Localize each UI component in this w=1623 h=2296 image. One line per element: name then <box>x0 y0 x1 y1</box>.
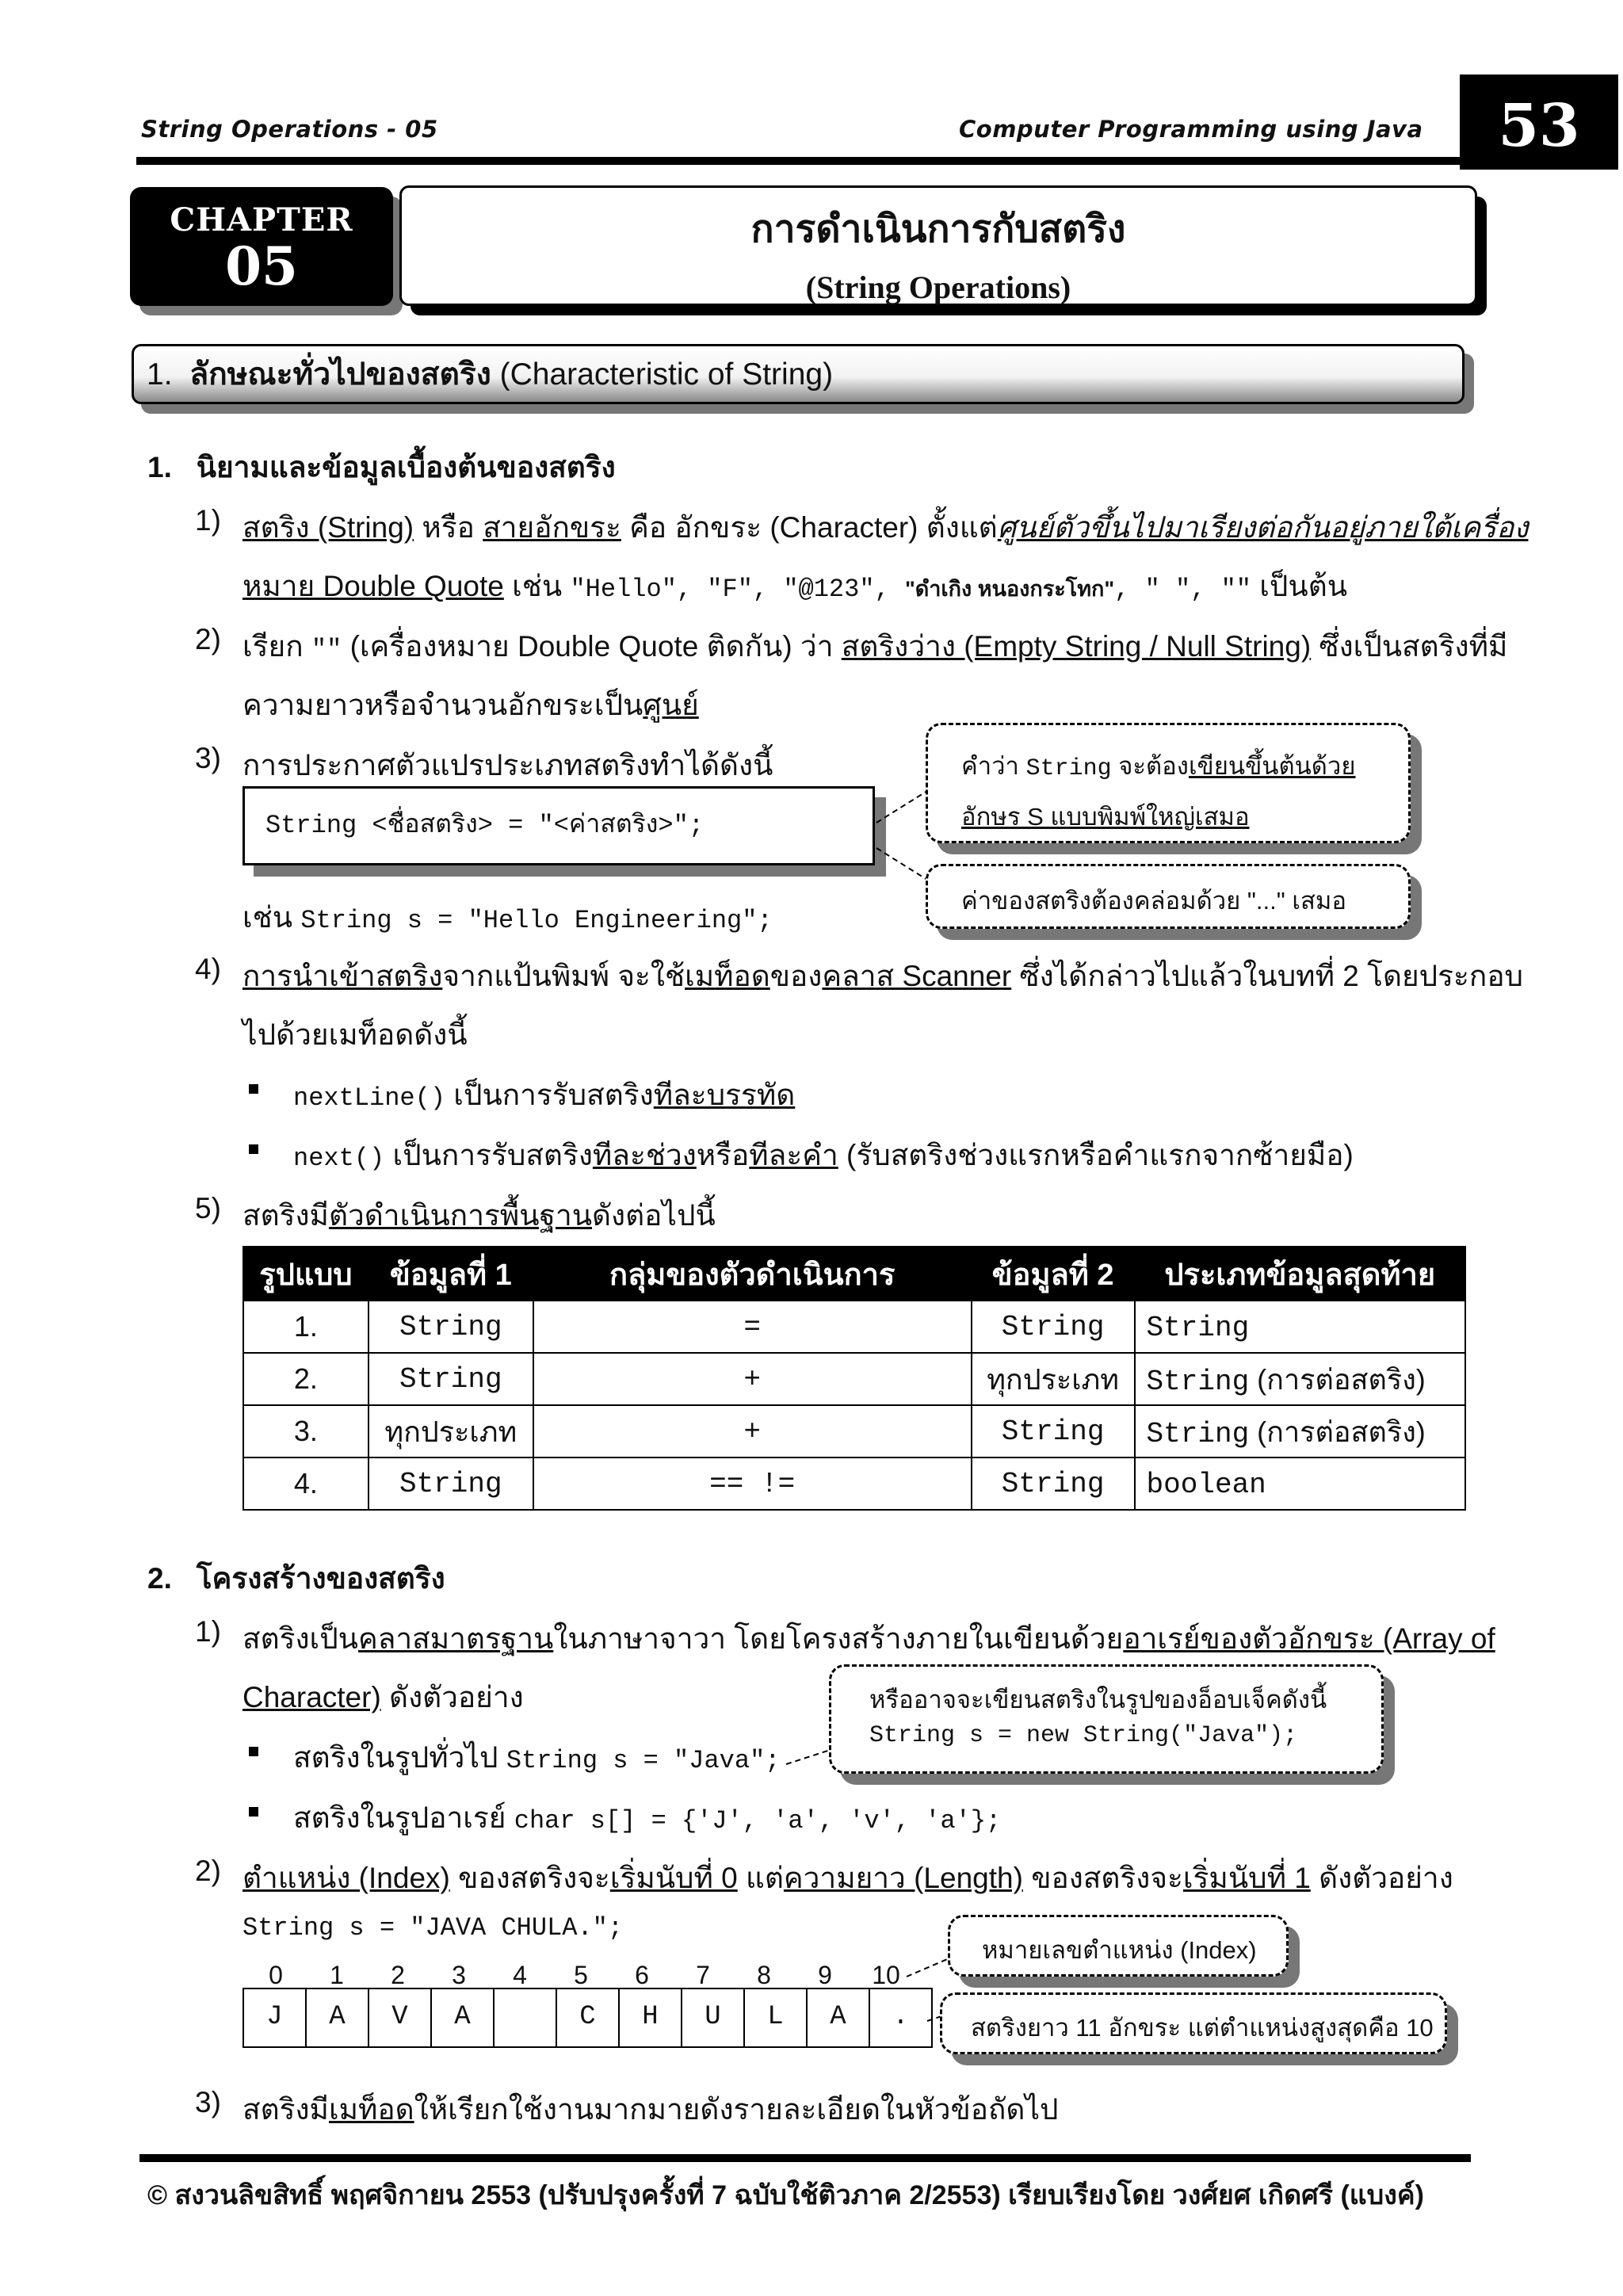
term-basic-operators: ตัวดำเนินการพื้นฐาน <box>328 1199 593 1232</box>
string-cell: V <box>369 1989 432 2046</box>
index-number: 7 <box>696 1961 710 1989</box>
chapter-title-english: (String Operations) <box>805 269 1071 305</box>
text: ดังตัวอย่าง <box>1310 1862 1453 1894</box>
table-cell: = <box>533 1301 972 1353</box>
chapter-title-box <box>399 185 1477 306</box>
text: สตริงในรูปทั่วไป <box>293 1741 506 1774</box>
item-number: 3) <box>195 2086 221 2118</box>
term-start-one: เริ่มนับที่ 1 <box>1182 1862 1311 1894</box>
table-cell: 3. <box>243 1405 369 1457</box>
callout-underline: เขียนขึ้นต้นด้วย <box>1188 752 1356 780</box>
string-cell: U <box>682 1989 745 2046</box>
term-string: สตริง (String) <box>242 511 414 544</box>
chapter-label: CHAPTER <box>170 201 353 239</box>
method-nextline: nextLine() <box>293 1083 446 1113</box>
table-cell: + <box>533 1353 972 1405</box>
table-cell: String <box>972 1405 1135 1457</box>
callout-object-form <box>829 1664 1384 1774</box>
item-number: 2) <box>195 1855 221 1887</box>
index-number: 8 <box>757 1961 771 1989</box>
text: ซึ่งได้กล่าวไปแล้วในบทที่ 2 โดยประกอบ <box>1011 960 1524 992</box>
text: หรือ <box>414 511 483 544</box>
declaration-text: การประกาศตัวแปรประเภทสตริงทำได้ดังนี้ <box>242 749 773 781</box>
column-header: กลุ่มของตัวดำเนินการ <box>533 1247 972 1301</box>
subheading-2-title: โครงสร้างของสตริง <box>196 1562 445 1595</box>
section-title-thai: ลักษณะทั่วไปของสตริง <box>189 357 491 392</box>
table-row <box>243 1301 1465 1353</box>
text: ดังต่อไปนี้ <box>592 1199 716 1232</box>
running-header-left: String Operations - 05 <box>141 116 438 143</box>
table-cell: == != <box>533 1457 972 1510</box>
definition-line-1 <box>242 504 1528 551</box>
text: ให้เรียกใช้งานมากมายดังรายละเอียดในหัวข้อถัดไป <box>414 2093 1059 2126</box>
table-cell: + <box>533 1405 972 1457</box>
item-number: 2) <box>195 623 221 655</box>
example-strings: "Hello", "F", "@123", <box>570 575 905 604</box>
table-cell: 4. <box>243 1457 369 1510</box>
table-cell: ทุกประเภท <box>972 1353 1135 1405</box>
string-cell: J <box>244 1989 307 2046</box>
column-header: ข้อมูลที่ 1 <box>369 1247 533 1301</box>
bullet-nextline <box>293 1072 795 1118</box>
callout-line-1: หรืออาจจะเขียนสตริงในรูปของอ็อบเจ็คดังนี้ <box>869 1686 1327 1713</box>
callout-string-capital <box>926 723 1411 843</box>
text: เรียก <box>242 630 311 663</box>
term-zero: ศูนย์ <box>643 689 699 721</box>
callout-text: หมายเลขตำแหน่ง (Index) <box>982 1936 1257 1964</box>
section-number: 1. <box>147 357 173 392</box>
bullet <box>249 1747 258 1756</box>
method-next: next() <box>293 1144 385 1173</box>
structure-line-1 <box>242 1615 1495 1662</box>
index-number: 2 <box>391 1961 405 1989</box>
operators-table <box>242 1246 1466 1511</box>
subheading-1 <box>147 444 616 491</box>
item-number: 1) <box>195 1615 221 1648</box>
table-cell: String <box>369 1353 533 1405</box>
text: คำว่า <box>961 752 1026 780</box>
callout-line-2: อักษร S แบบพิมพ์ใหญ่เสมอ <box>961 803 1250 831</box>
empty-string-line-1 <box>242 623 1507 670</box>
type-code: boolean <box>1146 1469 1266 1501</box>
text: คือ อักขระ (Character) ตั้งแต่ <box>621 511 998 544</box>
index-number: 10 <box>872 1961 900 1989</box>
type-note: (การต่อสตริง) <box>1249 1362 1426 1396</box>
table-cell <box>1135 1301 1465 1353</box>
bullet <box>249 1144 258 1154</box>
text: ความยาวหรือจำนวนอักขระเป็น <box>242 689 643 721</box>
bullet-next <box>293 1132 1354 1179</box>
section-heading-bar <box>132 344 1465 404</box>
text: เป็นการรับสตริง <box>384 1139 593 1171</box>
index-number: 3 <box>452 1961 466 1989</box>
table-cell: 1. <box>243 1301 369 1353</box>
table-cell: 2. <box>243 1353 369 1405</box>
text: (รับสตริงช่วงแรกหรือคำแรกจากซ้ายมือ) <box>838 1139 1354 1171</box>
text: เช่น <box>503 570 571 602</box>
type-note: (การต่อสตริง) <box>1249 1415 1426 1448</box>
index-number: 9 <box>818 1961 832 1989</box>
table-cell <box>1135 1405 1465 1457</box>
header-rule <box>136 157 1461 165</box>
empty-string-line-2 <box>242 682 699 728</box>
table-cell: String <box>972 1457 1135 1510</box>
callout-length <box>940 1992 1447 2054</box>
bullet <box>249 1807 258 1817</box>
term-per-word: ทีละคำ <box>749 1139 838 1171</box>
string-cell: A <box>432 1989 495 2046</box>
item-number: 1) <box>195 504 221 537</box>
table-cell: String <box>369 1301 533 1353</box>
declaration-example <box>242 894 773 941</box>
type-code: String <box>1146 1312 1250 1344</box>
text: จะต้อง <box>1111 752 1189 780</box>
string-cell: H <box>620 1989 682 2046</box>
callout-line-1 <box>961 746 1356 785</box>
chapter-number: 05 <box>225 235 298 297</box>
item-number: 4) <box>195 953 221 985</box>
term-index: ตำแหน่ง (Index) <box>242 1862 450 1894</box>
term-standard-class: คลาสมาตรฐาน <box>357 1622 554 1655</box>
code-general-form: String s = "Java"; <box>506 1746 781 1775</box>
callout-text: สตริงยาว 11 อักขระ แต่ตำแหน่งสูงสุดคือ 10 <box>971 2014 1434 2042</box>
scanner-line-1 <box>242 953 1523 999</box>
bullet-general-form <box>293 1734 780 1781</box>
callout-index <box>948 1915 1289 1977</box>
index-number: 6 <box>635 1961 649 1989</box>
text: (เครื่องหมาย Double Quote ติดกัน) ว่า <box>342 630 842 663</box>
definition-line-2 <box>242 563 1347 609</box>
section-title-english: (Characteristic of String) <box>499 357 834 392</box>
term-per-token: ทีละช่วง <box>592 1139 697 1171</box>
term-scanner-class: คลาส Scanner <box>822 960 1012 992</box>
text: แต่ <box>737 1862 784 1894</box>
callout-quote-value <box>926 864 1411 929</box>
emphasis-text: ศูนย์ตัวขึ้นไปมาเรียงต่อกันอยู่ภายใต้เครื่อง <box>997 511 1529 544</box>
text: ของ <box>769 960 823 992</box>
term-char-array: อาเรย์ของตัวอักขระ (Array of <box>1123 1622 1495 1655</box>
item-number: 5) <box>195 1192 221 1224</box>
running-header-right: Computer Programming using Java <box>959 116 1423 143</box>
text: ดังตัวอย่าง <box>380 1681 524 1713</box>
term-method: เมท็อด <box>328 2093 414 2126</box>
index-example-code: String s = "JAVA CHULA."; <box>242 1913 624 1943</box>
operators-intro <box>242 1192 716 1239</box>
text: เช่น <box>242 901 301 934</box>
text: เป็นการรับสตริง <box>445 1079 654 1111</box>
text: หรือ <box>696 1139 750 1171</box>
table-cell <box>1135 1353 1465 1405</box>
table-row <box>243 1353 1465 1405</box>
string-cell <box>495 1989 557 2046</box>
index-number: 0 <box>269 1961 283 1989</box>
string-cell: . <box>892 2002 909 2032</box>
callout-text: ค่าของสตริงต้องคล่อมด้วย "..." เสมอ <box>961 887 1346 915</box>
methods-line <box>242 2086 1059 2133</box>
text: สตริงมี <box>242 2093 329 2126</box>
term-character: Character) <box>242 1681 381 1713</box>
string-cell: A <box>808 1989 870 2046</box>
example-strings-2: , " ", "" <box>1114 575 1251 604</box>
string-cell-row <box>242 1988 933 2048</box>
text: จากแป้นพิมพ์ จะใช้ <box>442 960 685 992</box>
text: สตริงเป็น <box>242 1622 358 1655</box>
term-per-line: ทีละบรรทัด <box>653 1079 796 1111</box>
term-start-zero: เริ่มนับที่ 0 <box>609 1862 738 1894</box>
structure-line-2 <box>242 1674 524 1721</box>
string-cell: C <box>557 1989 620 2046</box>
callout-code: String s = new String("Java"); <box>869 1722 1298 1749</box>
string-cell: A <box>307 1989 369 2046</box>
table-cell: String <box>369 1457 533 1510</box>
callout-code: String <box>1025 755 1112 782</box>
table-header-row <box>243 1247 1465 1301</box>
column-header: ข้อมูลที่ 2 <box>972 1247 1135 1301</box>
text: ของสตริงจะ <box>449 1862 610 1894</box>
term-string-input: การนำเข้าสตริง <box>242 960 443 992</box>
table-cell <box>1135 1457 1465 1510</box>
term-length: ความยาว (Length) <box>783 1862 1023 1894</box>
index-length-line <box>242 1855 1453 1901</box>
example-code: String s = "Hello Engineering"; <box>300 906 773 935</box>
index-number: 5 <box>574 1961 588 1989</box>
footer-copyright: © สงวนลิขสิทธิ์ พฤศจิกายน 2553 (ปรับปรุงครั้งที่ 7 ฉบับใช้ติวภาค 2/2553) เรียบเรียงโดย วงศ์ยศ เกิดศรี (แบงค์) <box>147 2180 1424 2210</box>
string-cell: L <box>745 1989 808 2046</box>
chapter-badge <box>130 187 393 306</box>
term-char-sequence: สายอักขระ <box>483 511 621 544</box>
footer-rule <box>139 2154 1471 2162</box>
subheading-2-number: 2. <box>147 1562 172 1595</box>
item-number: 3) <box>195 742 221 774</box>
term-double-quote: หมาย Double Quote <box>242 570 504 602</box>
term-method: เมท็อด <box>685 960 770 992</box>
column-header: รูปแบบ <box>243 1247 369 1301</box>
chapter-title-thai: การดำเนินการกับสตริง <box>750 208 1126 250</box>
table-row <box>243 1457 1465 1510</box>
text: สตริงในรูปอาเรย์ <box>293 1801 514 1834</box>
table-cell: String <box>972 1301 1135 1353</box>
column-header: ประเภทข้อมูลสุดท้าย <box>1135 1247 1465 1301</box>
bullet-array-form <box>293 1794 1001 1841</box>
text: ในภาษาจาวา โดยโครงสร้างภายในเขียนด้วย <box>553 1622 1124 1655</box>
scanner-line-2: ไปด้วยเมท็อดดังนี้ <box>242 1018 468 1051</box>
text: สตริงมี <box>242 1199 329 1232</box>
subheading-1-title: นิยามและข้อมูลเบื้องต้นของสตริง <box>196 451 616 483</box>
text: ของสตริงจะ <box>1022 1862 1183 1894</box>
table-cell: ทุกประเภท <box>369 1405 533 1457</box>
type-code: String <box>1146 1417 1250 1450</box>
subheading-2 <box>147 1555 445 1602</box>
term-empty-string: สตริงว่าง (Empty String / Null String) <box>841 630 1312 663</box>
index-number: 1 <box>330 1961 344 1989</box>
type-code: String <box>1146 1365 1250 1398</box>
page-number: 53 <box>1460 74 1618 170</box>
empty-quote: "" <box>311 635 342 664</box>
bullet <box>249 1084 258 1094</box>
code-array-form: char s[] = {'J', 'a', 'v', 'a'}; <box>514 1806 1002 1836</box>
index-number: 4 <box>513 1961 527 1989</box>
text: ซึ่งเป็นสตริงที่มี <box>1311 630 1508 663</box>
example-thai-string: "ดำเกิง หนองกระโทก" <box>904 577 1115 601</box>
table-row <box>243 1405 1465 1457</box>
text: เป็นต้น <box>1251 570 1348 602</box>
declaration-code-box: String <ชื่อสตริง> = "<ค่าสตริง>"; <box>242 786 875 865</box>
subheading-1-number: 1. <box>147 451 172 483</box>
